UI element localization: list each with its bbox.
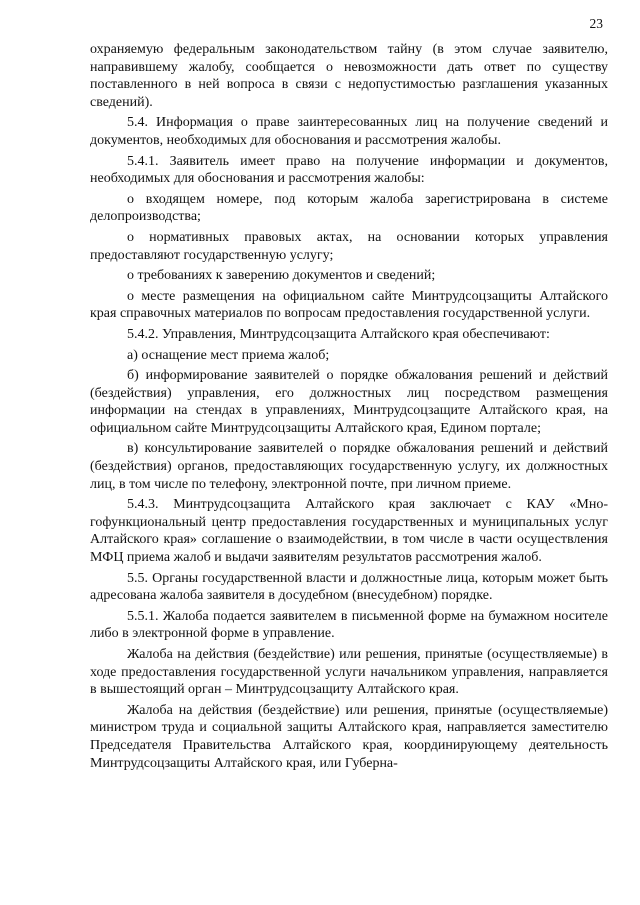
paragraph-complaint-minister: Жалоба на действия (бездействие) или решения, принятые (осуществляемые) министром труда и социальной защиты Алтайского края, направляется заместителю Председателя Правительства Алтайского края, координирующему деятельность Минтрудсоцзащиты Алтайского края, или Губерна-: [90, 702, 608, 771]
paragraph-5-4-2: 5.4.2. Управления, Минтрудсоцзащита Алтайского края обеспечивают:: [127, 326, 550, 342]
list-item-incoming-number: о входящем номере, под которым жалоба зарегистрирована в системе делопроизводства;: [90, 191, 608, 225]
list-item-a: а) оснащение мест приема жалоб;: [127, 347, 330, 363]
page-body: [90, 41, 608, 775]
paragraph-5-5-1: 5.5.1. Жалоба подается заявителем в письменной форме на бумажном носителе либо в электронной форме в управление.: [90, 608, 608, 642]
paragraph-5-4-1: 5.4.1. Заявитель имеет право на получение информации и документов, необходимых для обоснования и рассмотрения жалобы:: [90, 153, 608, 187]
list-item-legal-acts: о нормативных правовых актах, на основании которых управления предоставляют государственную услугу;: [90, 229, 608, 263]
paragraph-continuation: охраняемую федеральным законодательством тайну (в этом случае заявителю, направившему жалобу, сообщается о невозможности дать ответ по существу поставленного в ней вопроса в связи с недопустимостью разглашения указанных сведений).: [90, 42, 608, 110]
paragraph-5-4-3: 5.4.3. Минтрудсоцзащита Алтайского края заключает с КАУ «Многофункциональный центр предоставления государственных и муниципальных услуг Алтайского края» соглашение о взаимодействии, в том числе в части осуществления МФЦ приема жалоб и выдачи заявителям результатов рассмотрения жалоб.: [90, 497, 608, 566]
list-item-website-materials: о месте размещения на официальном сайте Минтрудсоцзащиты Алтайского края справочных материалов по вопросам предоставления государственной услуги.: [90, 288, 608, 322]
list-item-b: б) информирование заявителей о порядке обжалования решений и действий (бездействия) управления, его должностных лиц посредством размещения информации на стендах в управлениях, Минтрудсоцзащите Алтайского края, на официальном сайте Минтрудсоцзащиты Алтайского края, Едином портале;: [90, 368, 608, 436]
paragraph-complaint-head-of-office: Жалоба на действия (бездействие) или решения, принятые (осуществляемые) в ходе предоставления государственной услуги начальником управления, направляется в вышестоящий орган – Минтрудсоцзащиту Алтайского края.: [90, 647, 608, 698]
paragraph-5-4-heading: 5.4. Информация о праве заинтересованных лиц на получение сведений и документов, необходимых для обоснования и рассмотрения жалобы.: [90, 115, 608, 148]
list-item-c: в) консультирование заявителей о порядке обжалования решений и действий (бездействия) органов, предоставляющих государственную услугу, их должностных лиц, в том числе по телефону, электронной почте, при личном приеме.: [90, 441, 608, 492]
paragraph-5-5-heading: 5.5. Органы государственной власти и должностные лица, которым может быть адресована жалоба заявителя в досудебном (внесудебном) порядке.: [90, 570, 608, 604]
page-number: 23: [589, 16, 603, 31]
list-item-certification: о требованиях к заверению документов и сведений;: [127, 268, 436, 284]
